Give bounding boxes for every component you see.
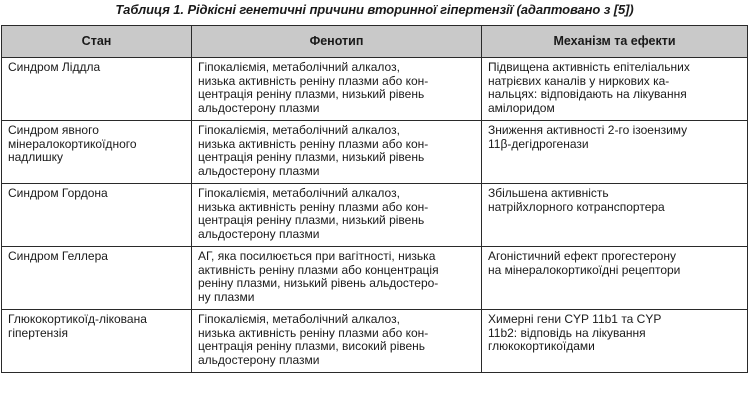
table-row [2, 247, 748, 310]
header-state: Стан [2, 26, 192, 58]
genetic-causes-table [1, 25, 748, 373]
cell-phenotype: Гіпокаліємія, метаболічний алкалоз, низька активність реніну плазми або кон- центрація реніну плазми, високий рівень альдостерону плазми [192, 310, 482, 373]
cell-phenotype: Гіпокаліємія, метаболічний алкалоз, низька активність реніну плазми або кон- центрація реніну плазми, низький рівень альдостерону плазми [192, 184, 482, 247]
cell-state: Синдром Гордона [2, 184, 192, 247]
cell-mechanism: Зниження активності 2-го ізоензиму 11β-дегідрогенази [482, 121, 748, 184]
header-phenotype: Фенотип [192, 26, 482, 58]
header-mechanism: Механізм та ефекти [482, 26, 748, 58]
cell-state: Глюкокортикоїд-лікована гіпертензія [2, 310, 192, 373]
cell-phenotype: Гіпокаліємія, метаболічний алкалоз, низька активність реніну плазми або кон- центрація реніну плазми, низький рівень альдостерону плазми [192, 121, 482, 184]
cell-state: Синдром Геллера [2, 247, 192, 310]
cell-phenotype: АГ, яка посилюється при вагітності, низька активність реніну плазми або концентрація реніну плазми, низький рівень альдостеро- ну плазми [192, 247, 482, 310]
table-caption: Таблиця 1. Рідкісні генетичні причини вторинної гіпертензії (адаптовано з [5]) [115, 2, 634, 17]
cell-phenotype: Гіпокаліємія, метаболічний алкалоз, низька активність реніну плазми або кон- центрація реніну плазми, низький рівень альдостерону плазми [192, 58, 482, 121]
cell-mechanism: Агоністичний ефект прогестерону на мінералокортикоїдні рецептори [482, 247, 748, 310]
cell-state: Синдром Ліддла [2, 58, 192, 121]
cell-mechanism: Збільшена активність натрійхлорного котранспортера [482, 184, 748, 247]
table-row [2, 310, 748, 373]
table-row [2, 121, 748, 184]
table-header-row [2, 26, 748, 58]
cell-mechanism: Підвищена активність епітеліальних натрієвих каналів у ниркових ка- нальцях: відповідають на лікування амілоридом [482, 58, 748, 121]
cell-mechanism: Химерні гени CYP 11b1 та CYP 11b2: відповідь на лікування глюкокортикоїдами [482, 310, 748, 373]
cell-state: Синдром явного мінералокортикоїдного надлишку [2, 121, 192, 184]
table-row [2, 184, 748, 247]
table-row [2, 58, 748, 121]
